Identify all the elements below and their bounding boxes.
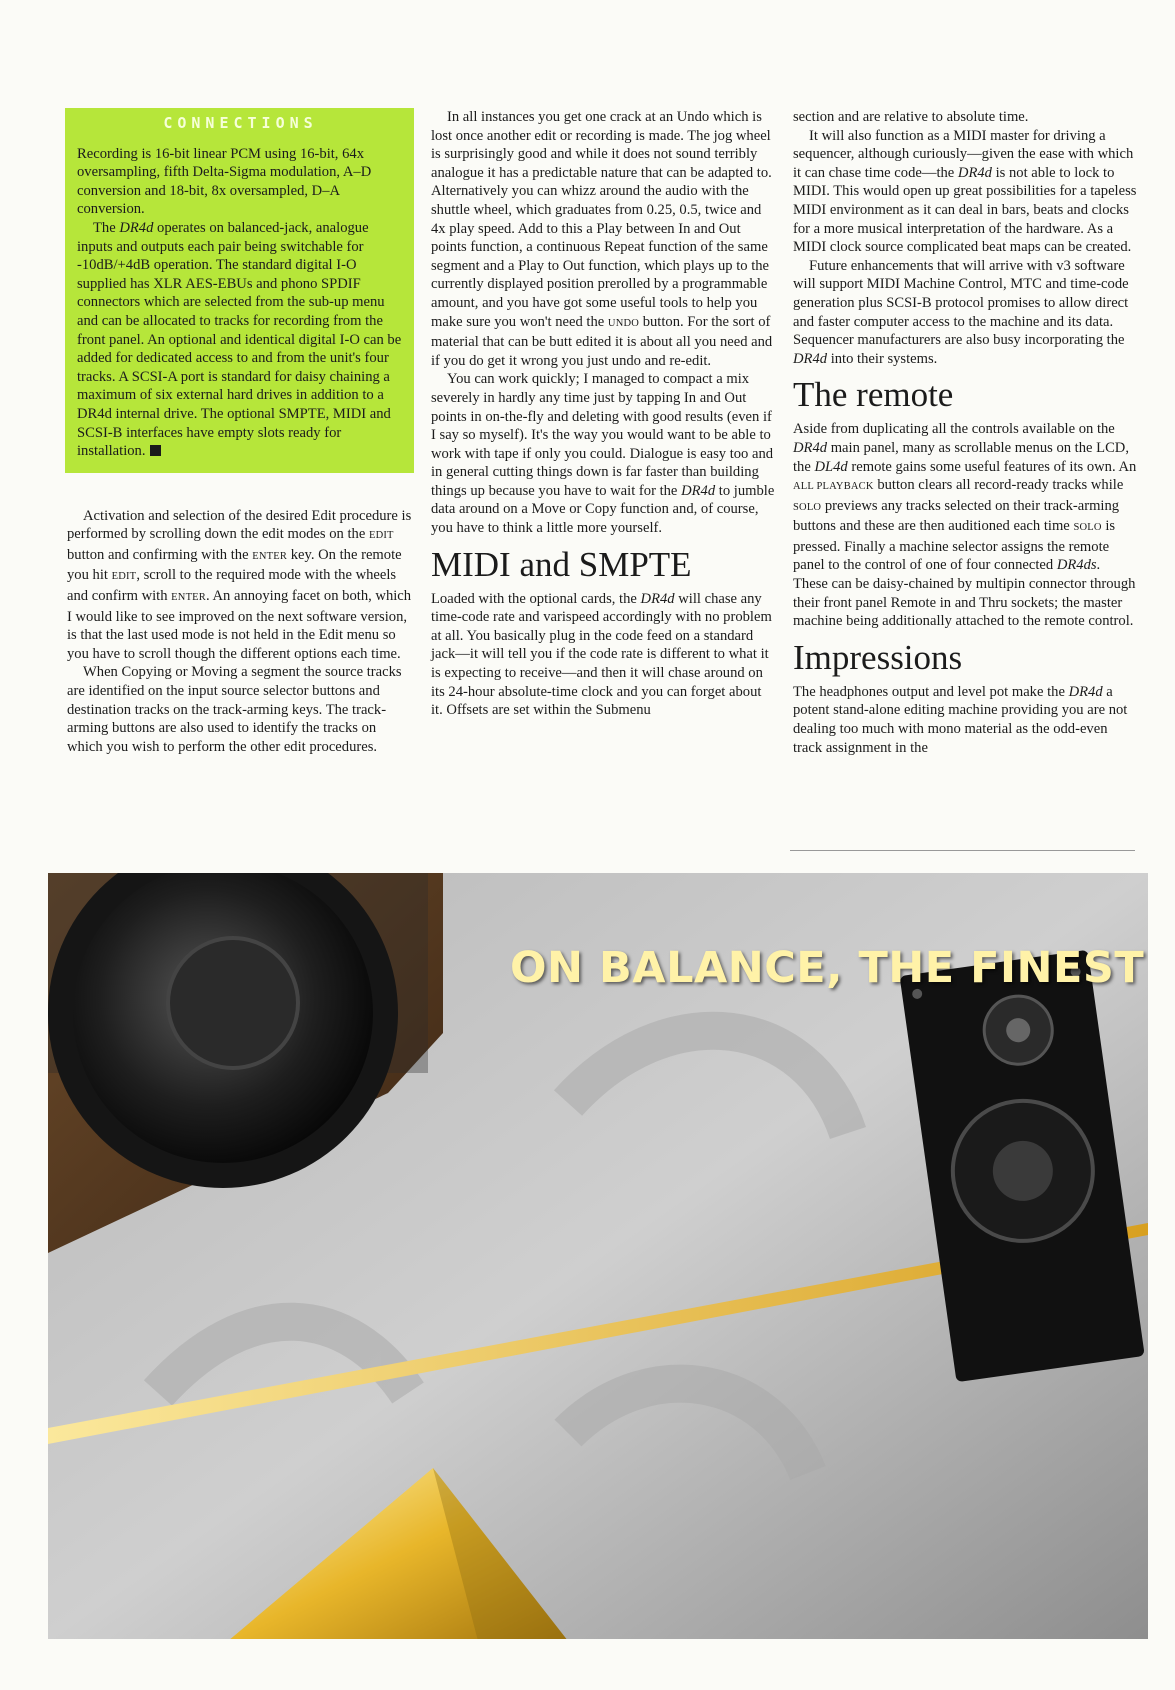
body-paragraph: Activation and selection of the desired Edit procedure is performed by scrolling down the edit modes on the EDIT button and confirming with the ENTER key. On the remote you hit EDIT, scroll to the required mode with the wheels and confirm with ENTER. An annoying facet on both, which I would like to see improved on the next software version, is that the last used mode is not held in the Edit menu so you have to scroll though the different options each time.: [67, 507, 412, 662]
speaker-advertisement: [48, 873, 1148, 1639]
column-1: [67, 108, 412, 756]
body-paragraph: In all instances you get one crack at an Undo which is lost once another edit or recording is made. The jog wheel is surprisingly good and while it does not sound terribly analogue it has a predictable nature that can be adapted to. Alternatively you can whizz around the audio with the shuttle wheel, which graduates from 0.25, 0.5, twice and 4x play speed. Add to this a Play between In and Out points function, a continuous Repeat function of the same segment and a Play to Out function, which plays up to the currently displayed position prerolled by a programmable amount, and you have got some useful tools to help you make sure you won't need the UNDO button. For the sort of material that can be butt edited it is about all you need and if you do get it wrong you just undo and re-edit.: [431, 109, 773, 369]
sidebar-title: CONNECTIONS: [163, 114, 318, 132]
body-paragraph: Future enhancements that will arrive with v3 software will support MIDI Machine Control, MTC and time-code generation plus SCSI-B protocol promises to allow direct and faster computer access to the machine and its data. Sequencer manufacturers are also busy incorporating the DR4d into their systems.: [793, 257, 1129, 367]
column-divider-rule: [790, 850, 1135, 851]
section-heading-remote: The remote: [793, 375, 954, 415]
column-2: [431, 108, 776, 720]
advert-headline: ON BALANCE, THE FINEST: [510, 943, 1145, 993]
body-paragraph: You can work quickly; I managed to compact a mix severely in hardly any time just by tapping In and Out points in on-the-fly and deleting with good results (even if I say so myself). It's the way you would want to be able to work with tape if only you could. Dialogue is easy too and in general cutting things down is far faster than building things up because you have to wait for the DR4d to jumble data around on a Move or Copy function and, of course, you have to think a little more yourself.: [431, 371, 775, 537]
sidebar-paragraph-1: Recording is 16-bit linear PCM using 16-bit, 64x oversampling, fifth Delta-Sigma modulation, A–D conversion and 18-bit, 8x oversampled, D–A conversion.: [77, 145, 372, 218]
body-paragraph: Loaded with the optional cards, the DR4d will chase any time-code rate and varispeed accordingly with no problem at all. You basically plug in the code feed on a standard jack—it will tell you if the code rate is different to what it is expecting to receive—and then it will chase around on its 24-hour absolute-time clock and you can forget about it. Offsets are set within the Submenu: [431, 590, 772, 719]
section-heading-midi: MIDI and SMPTE: [431, 544, 692, 584]
body-paragraph: section and are relative to absolute time.: [793, 109, 1029, 125]
sidebar-paragraph-2: The DR4d operates on balanced-jack, analogue inputs and outputs each pair being switchable for -10dB/+4dB operation. The standard digital I-O supplied has XLR AES-EBUs and phono SPDIF connectors which are selected from the sub-up menu and can be allocated to tracks for recording from the front panel. An optional and identical digital I-O can be added for dedicated access to and from the unit's four tracks. A SCSI-A port is standard for daisy chaining a maximum of six external hard drives in addition to a DR4d internal drive. The optional SMPTE, MIDI and SCSI-B interfaces have empty slots ready for installation.: [77, 219, 402, 460]
end-mark-icon: [150, 445, 161, 456]
section-heading-impressions: Impressions: [793, 637, 963, 677]
body-paragraph: When Copying or Moving a segment the source tracks are identified on the input source selector buttons and destination tracks on the track-arming keys. The track-arming buttons are also used to identify the tracks on which you wish to perform the other edit procedures.: [67, 664, 402, 755]
connections-sidebar: [65, 108, 414, 473]
column-3: [793, 108, 1138, 757]
body-paragraph: It will also function as a MIDI master for driving a sequencer, although curiously—given the ease with which it can chase time code—the DR4d is not able to lock to MIDI. This would open up great possibilities for a tapeless MIDI environment as it can deal in bars, beats and clocks for a more musical interpretation of the hardware. As a MIDI clock source complicated beat maps can be created.: [793, 127, 1137, 256]
body-paragraph: The headphones output and level pot make the DR4d a potent stand-alone editing machine providing you are not dealing too much with mono material as the odd-even track assignment in the: [793, 683, 1128, 756]
body-paragraph: Aside from duplicating all the controls available on the DR4d main panel, many as scrollable menus on the LCD, the DL4d remote gains some useful features of its own. An ALL PLAYBACK button clears all record-ready tracks while SOLO previews any tracks selected on their track-arming buttons and these are then auditioned each time SOLO is pressed. Finally a machine selector assigns the remote panel to the control of one of four connected DR4ds. These can be daisy-chained by multipin connector through their front panel Remote in and Thru sockets; the master machine being additionally attached to the remote control.: [793, 421, 1137, 630]
